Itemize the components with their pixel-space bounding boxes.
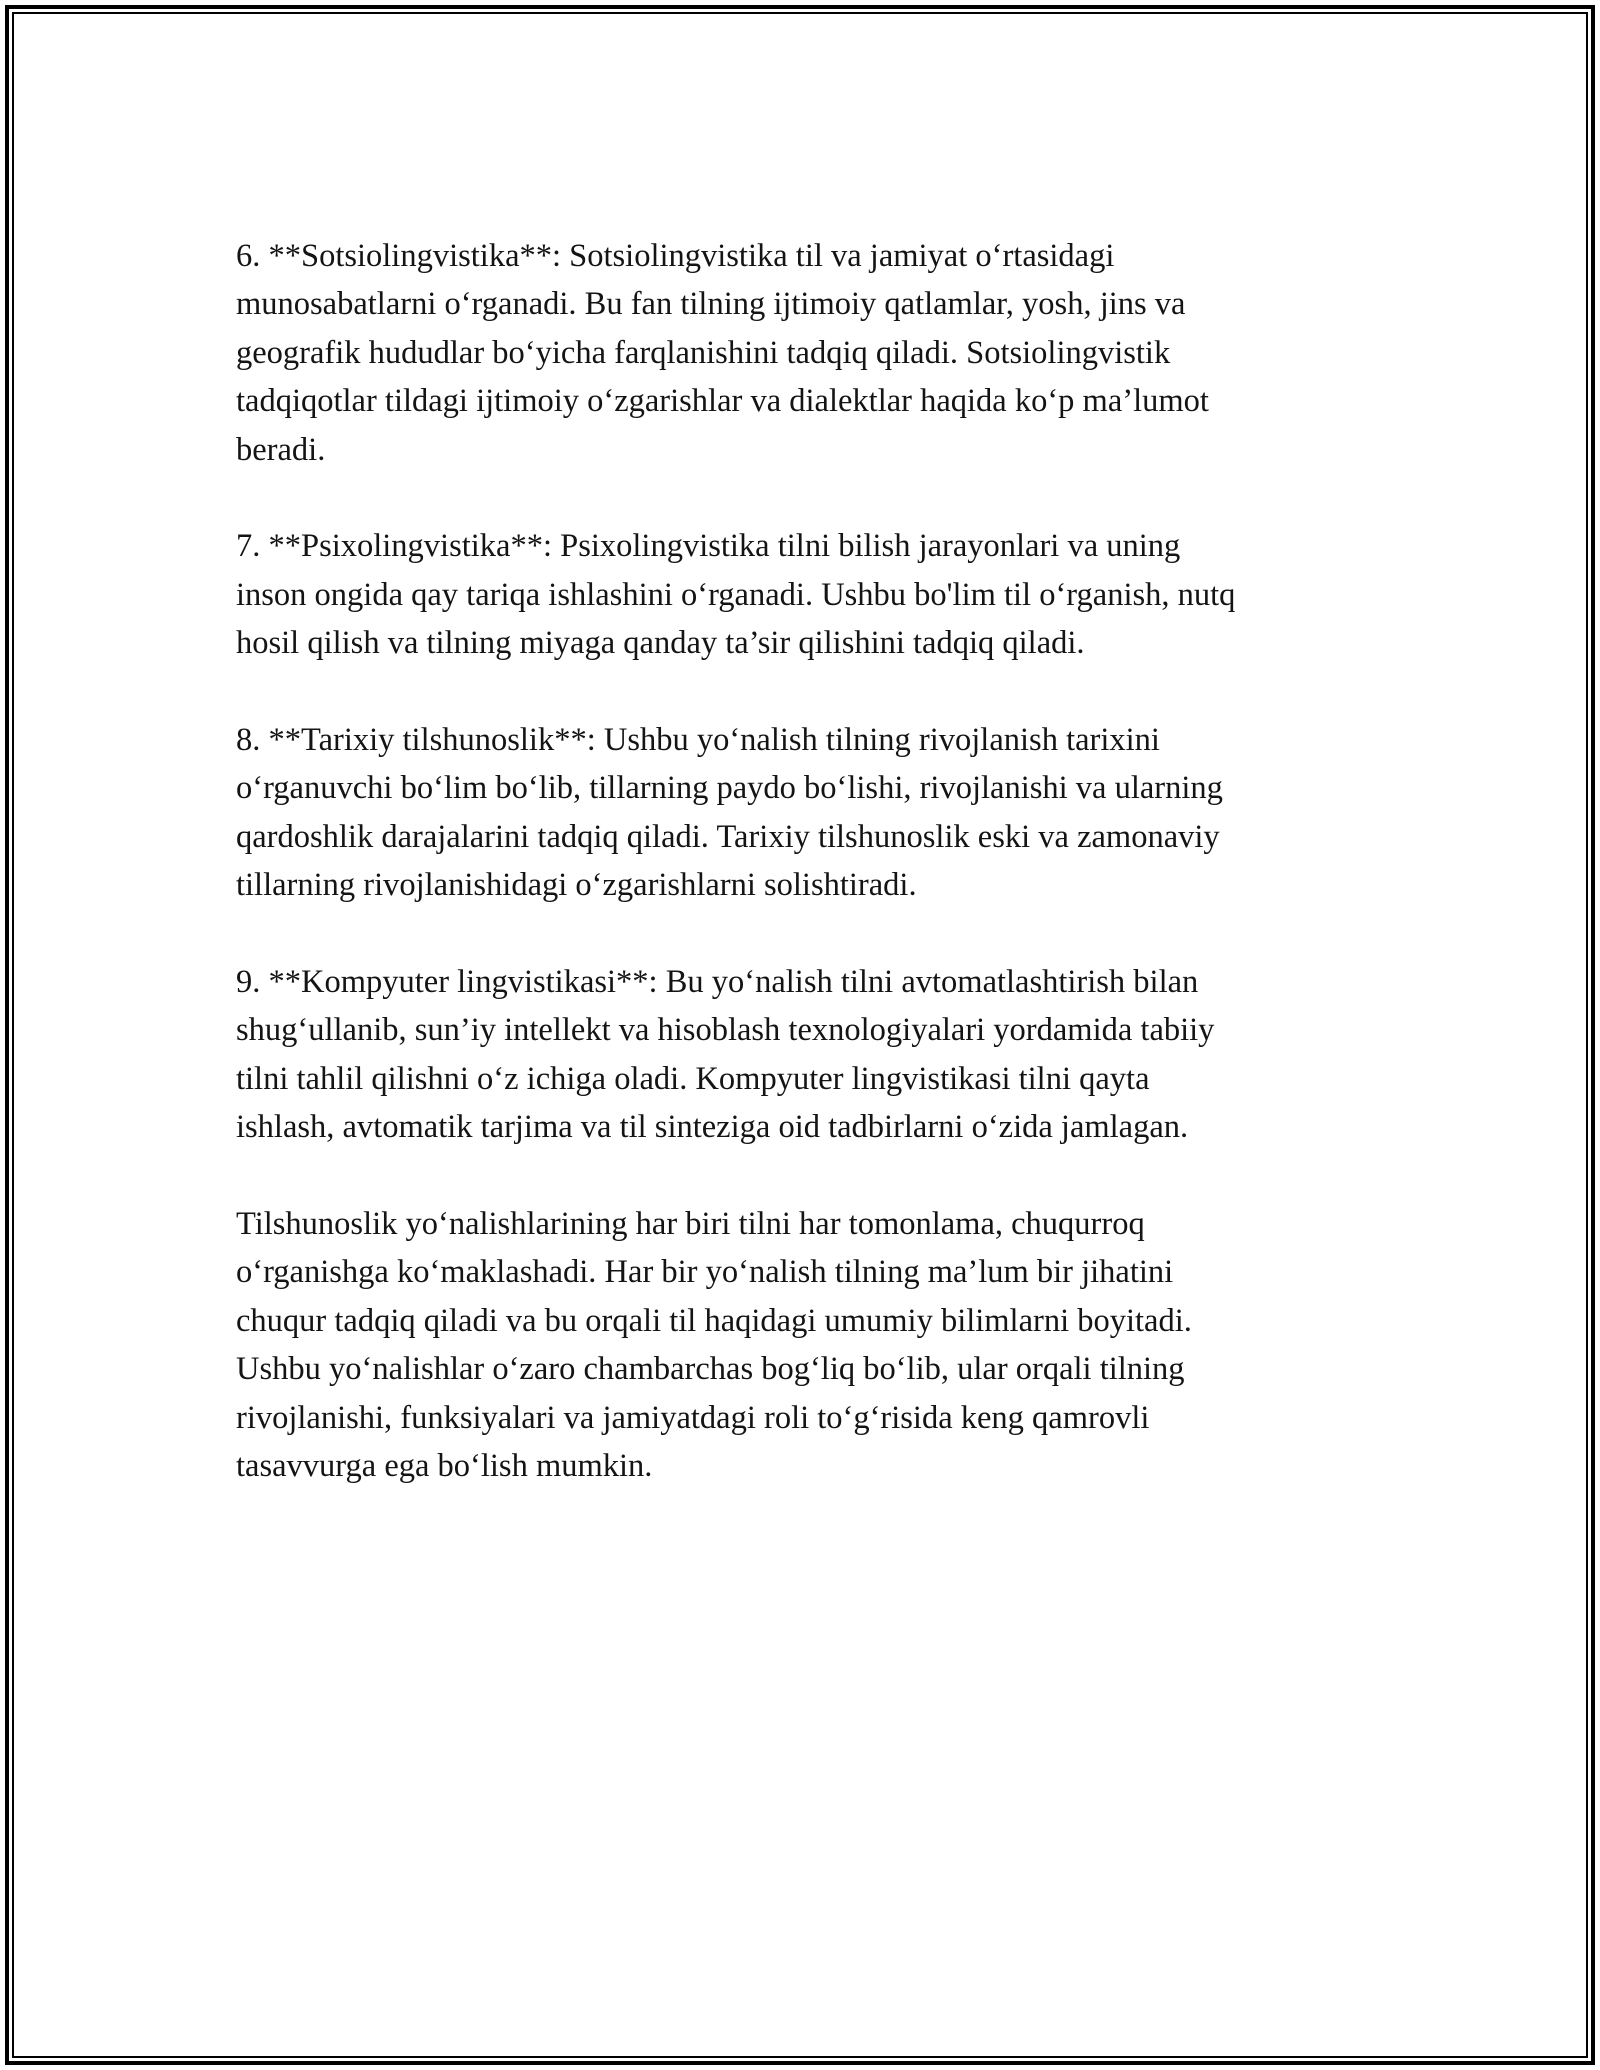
paragraph-xulosa: [236, 1200, 1416, 1490]
text-line: chuqur tadqiq qiladi va bu orqali til haqidagi umumiy bilimlarni boyitadi.: [236, 1302, 1192, 1339]
document-body: [236, 232, 1416, 1491]
text-line: 7. **Psixolingvistika**: Psixolingvistika tilni bilish jarayonlari va uning: [236, 528, 1181, 565]
text-line: 8. **Tarixiy tilshunoslik**: Ushbu yo‘nalish tilning rivojlanish tarixini: [236, 722, 1160, 759]
text-line: munosabatlarni o‘rganadi. Bu fan tilning ijtimoiy qatlamlar, yosh, jins va: [236, 286, 1186, 323]
text-line: Ushbu yo‘nalishlar o‘zaro chambarchas bog‘liq bo‘lib, ular orqali tilning: [236, 1351, 1185, 1388]
text-line: ishlash, avtomatik tarjima va til sinteziga oid tadbirlarni o‘zida jamlagan.: [236, 1109, 1189, 1146]
text-line: shug‘ullanib, sun’iy intellekt va hisoblash texnologiyalari yordamida tabiiy: [236, 1012, 1215, 1049]
text-line: beradi.: [236, 431, 326, 468]
text-line: qardoshlik darajalarini tadqiq qiladi. Tarixiy tilshunoslik eski va zamonaviy: [236, 818, 1220, 855]
paragraph-sotsiolingvistika: [236, 232, 1416, 474]
text-line: o‘rganishga ko‘maklashadi. Har bir yo‘nalish tilning ma’lum bir jihatini: [236, 1254, 1174, 1291]
text-line: geografik hududlar bo‘yicha farqlanishini tadqiq qiladi. Sotsiolingvistik: [236, 334, 1171, 371]
text-line: 9. **Kompyuter lingvistikasi**: Bu yo‘nalish tilni avtomatlashtirish bilan: [236, 964, 1199, 1001]
text-line: Tilshunoslik yo‘nalishlarining har biri tilni har tomonlama, chuqurroq: [236, 1206, 1145, 1243]
text-line: tilni tahlil qilishni o‘z ichiga oladi. Kompyuter lingvistikasi tilni qayta: [236, 1060, 1150, 1097]
text-line: hosil qilish va tilning miyaga qanday ta’sir qilishini tadqiq qiladi.: [236, 625, 1085, 662]
text-line: o‘rganuvchi bo‘lim bo‘lib, tillarning paydo bo‘lishi, rivojlanishi va ularning: [236, 770, 1223, 807]
text-line: tasavvurga ega bo‘lish mumkin.: [236, 1448, 653, 1485]
paragraph-tarixiy-tilshunoslik: [236, 716, 1416, 910]
text-line: tillarning rivojlanishidagi o‘zgarishlarni solishtiradi.: [236, 867, 917, 904]
text-line: inson ongida qay tariqa ishlashini o‘rganadi. Ushbu bo'lim til o‘rganish, nutq: [236, 576, 1236, 613]
paragraph-kompyuter-lingvistikasi: [236, 958, 1416, 1152]
paragraph-psixolingvistika: [236, 522, 1416, 667]
text-line: tadqiqotlar tildagi ijtimoiy o‘zgarishlar va dialektlar haqida ko‘p ma’lumot: [236, 383, 1209, 420]
text-line: rivojlanishi, funksiyalari va jamiyatdagi roli to‘g‘risida keng qamrovli: [236, 1399, 1150, 1436]
text-line: 6. **Sotsiolingvistika**: Sotsiolingvistika til va jamiyat o‘rtasidagi: [236, 238, 1115, 274]
